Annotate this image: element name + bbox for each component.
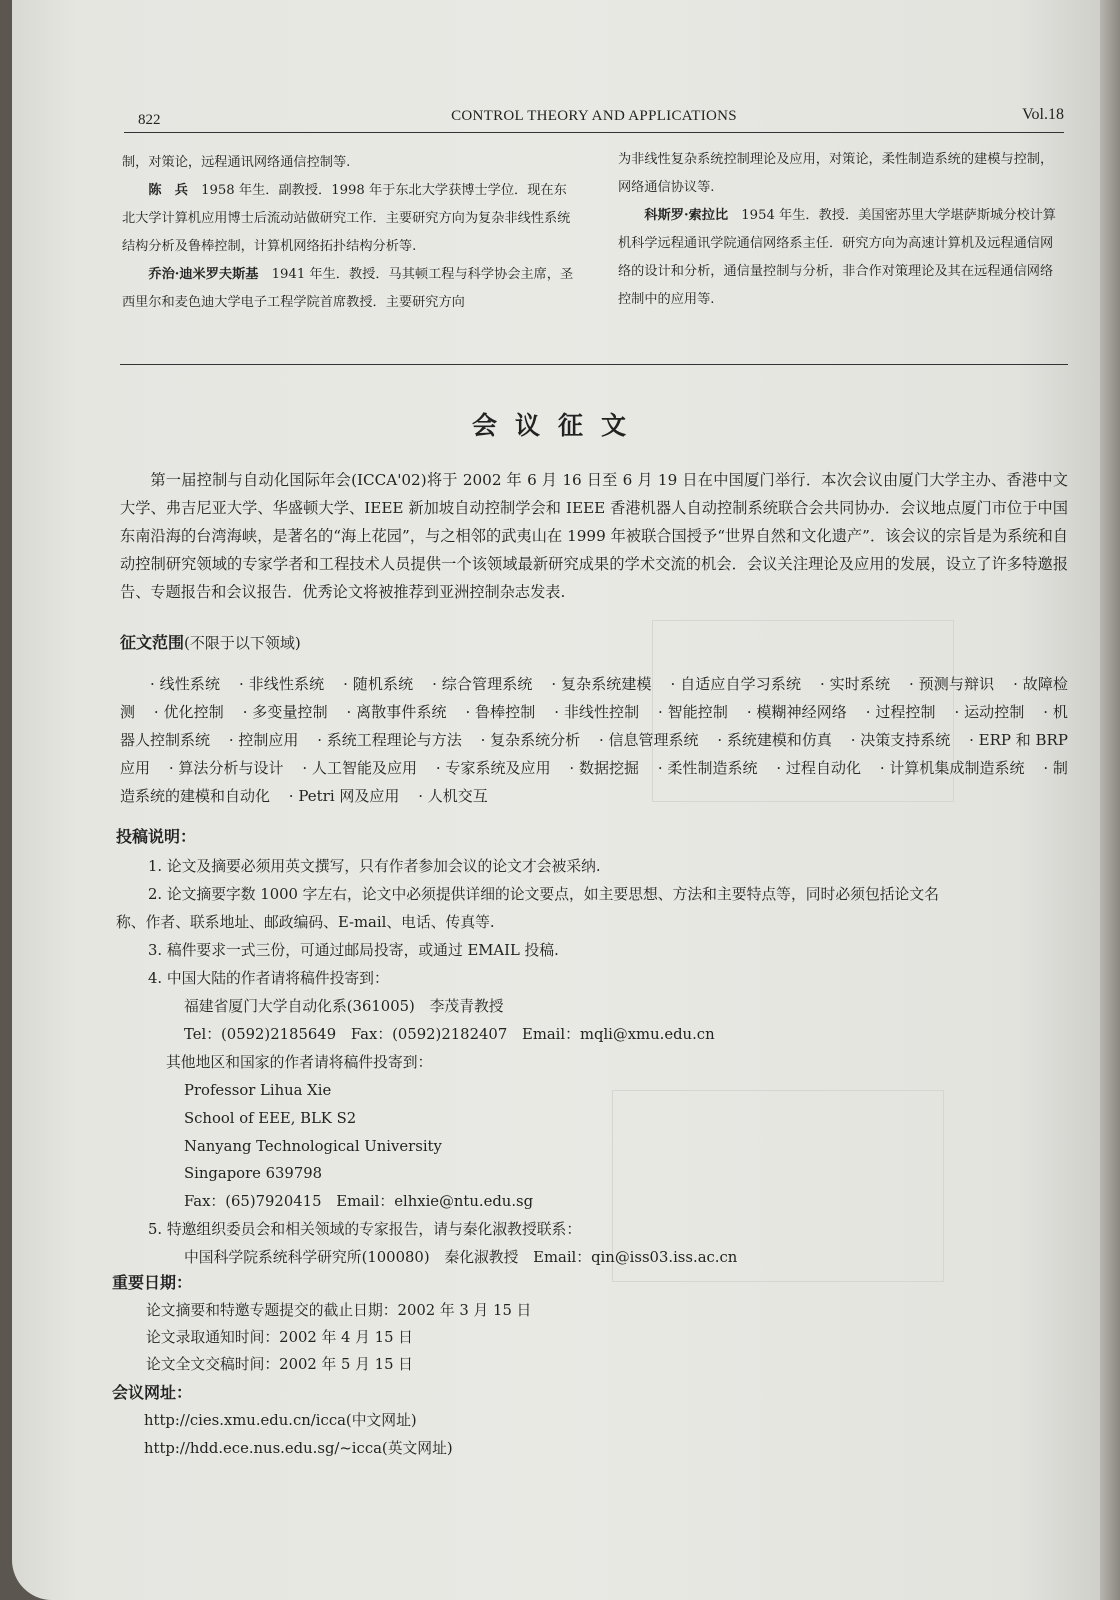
website-en: http://hdd.ece.nus.edu.sg/~icca(英文网址)	[144, 1440, 453, 1457]
overseas-country: Singapore 639798	[184, 1165, 323, 1182]
scope-topic: · 鲁棒控制	[465, 703, 536, 721]
bio-text: 1958 年生．副教授．1998 年于东北大学获博士学位．现在东北大学计算机应用博士后流动站做研究工作．主要研究方向为复杂非线性系统结构分析及鲁棒控制，计算机网络拓扑结构分析等.	[122, 183, 571, 254]
dates-title: 重要日期：	[112, 1273, 193, 1292]
scope-topic: · 人机交互	[418, 787, 488, 805]
scope-title	[120, 630, 301, 653]
bio-continuation	[618, 146, 1066, 202]
scope-topic: · 多变量控制	[242, 703, 328, 721]
bio-continuation	[122, 149, 574, 177]
submission-item-2: 2. 论文摘要字数 1000 字左右，论文中必须提供详细的论文要点，如主要思想、方法和主要特点等，同时必须包括论文名	[148, 886, 939, 903]
scope-topic: · 制造系统的建模和自动化	[120, 759, 1068, 805]
date-acceptance: 论文录取通知时间：2002 年 4 月 15 日	[146, 1329, 413, 1346]
scope-topic-list	[120, 670, 1068, 810]
scope-topic: · 柔性制造系统	[657, 759, 758, 777]
scope-topic: · Petri 网及应用	[288, 787, 400, 805]
submission-item-1: 1. 论文及摘要必须用英文撰写，只有作者参加会议的论文才会被采纳.	[148, 858, 601, 875]
website-title: 会议网址：	[112, 1383, 193, 1402]
scope-topic: · 故障检测	[120, 675, 1068, 721]
overseas-university: Nanyang Technological University	[184, 1138, 442, 1155]
journal-title: CONTROL THEORY AND APPLICATIONS	[451, 108, 737, 124]
submission-item-5: 5. 特邀组织委员会和相关领域的专家报告，请与秦化淑教授联系：	[148, 1221, 582, 1238]
bio-chen-bing	[122, 177, 574, 261]
bio-column-right	[618, 146, 1066, 314]
scope-topic: · 线性系统	[150, 675, 221, 693]
bio-name: 科斯罗·索拉比	[644, 208, 729, 223]
scope-topic: · 过程自动化	[776, 759, 862, 777]
bio-column-left	[122, 149, 574, 317]
scope-topic: · 计算机集成制造系统	[879, 759, 1025, 777]
scope-topic: · 系统工程理论与方法	[317, 731, 462, 749]
announcement-intro	[120, 466, 1068, 606]
scope-title-text: 征文范围	[120, 633, 185, 652]
scope-topic: · 优化控制	[153, 703, 224, 721]
scope-topic: · 复杂系统建模	[551, 675, 652, 693]
bio-sohraby	[618, 202, 1066, 314]
mainland-address: 福建省厦门大学自动化系(361005) 李茂青教授	[184, 998, 504, 1015]
bio-text: 制，对策论，远程通讯网络通信控制等.	[122, 155, 351, 170]
scope-topic: · 模糊神经网络	[746, 703, 847, 721]
page-edge	[1100, 0, 1120, 1600]
scope-topic: · 预测与辩识	[908, 675, 995, 693]
scope-topic: · 人工智能及应用	[302, 759, 418, 777]
overseas-school: School of EEE, BLK S2	[184, 1110, 357, 1127]
scope-topic: · 算法分析与设计	[168, 759, 284, 777]
overseas-name: Professor Lihua Xie	[184, 1082, 332, 1099]
website-cn: http://cies.xmu.edu.cn/icca(中文网址)	[144, 1412, 417, 1429]
scope-topic: · 过程控制	[865, 703, 936, 721]
page-number: 822	[138, 112, 161, 128]
date-fullpaper: 论文全文交稿时间：2002 年 5 月 15 日	[146, 1356, 413, 1373]
mainland-contact: Tel：(0592)2185649 Fax：(0592)2182407 Email：mqli@xmu.edu.cn	[184, 1026, 715, 1043]
scope-topic: · 随机系统	[343, 675, 414, 693]
scope-topic: · 综合管理系统	[432, 675, 533, 693]
scope-topic: · ERP 和 BRP 应用	[120, 731, 1068, 777]
bio-text: 1941 年生．教授．马其顿工程与科学协会主席，圣西里尔和麦色迪大学电子工程学院首席教授．主要研究方向	[122, 267, 574, 310]
scope-topic: · 专家系统及应用	[435, 759, 551, 777]
page	[12, 0, 1104, 1600]
running-head	[124, 104, 1064, 134]
scope-topic: · 机器人控制系统	[120, 703, 1068, 749]
bio-name: 陈 兵	[148, 183, 188, 198]
announcement-title: 会议征文	[471, 411, 644, 440]
intro-text: 第一届控制与自动化国际年会(ICCA'02)将于 2002 年 6 月 16 日至 6 月 19 日在中国厦门举行．本次会议由厦门大学主办、香港中文大学、弗吉尼亚大学、华盛顿大学、IEEE 新加坡自动控制学会和 IEEE 香港机器人自动控制系统联合会共同协办．会议地点厦门市位于中国东南沿海的台湾海峡，是著名的“海上花园”，与之相邻的武夷山在 1999 年被联合国授予“世界自然和文化遗产”．该会议的宗旨是为系统和自动控制研究领域的专家学者和工程技术人员提供一个该领域最新研究成果的学术交流的机会．会议关注理论及应用的发展，设立了许多特邀报告、专题报告和会议报告．优秀论文将被推荐到亚洲控制杂志发表.	[120, 471, 1068, 601]
submission-title: 投稿说明：	[116, 827, 197, 846]
scope-topic: · 信息管理系统	[598, 731, 699, 749]
submission-item-2-cont: 称、作者、联系地址、邮政编码、E-mail、电话、传真等.	[116, 914, 495, 931]
scope-topic: · 智能控制	[658, 703, 728, 721]
scope-topic: · 复杂系统分析	[480, 731, 581, 749]
submission-item-4: 4. 中国大陆的作者请将稿件投寄到：	[148, 970, 389, 987]
scope-topic: · 离散事件系统	[346, 703, 447, 721]
header-rule	[124, 132, 1064, 133]
date-abstract-deadline: 论文摘要和特邀专题提交的截止日期：2002 年 3 月 15 日	[146, 1302, 532, 1319]
scope-topic: · 自适应自学习系统	[670, 675, 802, 693]
scope-topic: · 系统建模和仿真	[717, 731, 832, 749]
scope-topic: · 决策支持系统	[850, 731, 951, 749]
scope-topic: · 非线性控制	[554, 703, 640, 721]
overseas-intro: 其他地区和国家的作者请将稿件投寄到：	[166, 1054, 433, 1071]
bio-name: 乔治·迪米罗夫斯基	[148, 267, 259, 282]
scope-topic: · 控制应用	[228, 731, 299, 749]
scope-topic: · 运动控制	[954, 703, 1025, 721]
submission-item-3: 3. 稿件要求一式三份，可通过邮局投寄，或通过 EMAIL 投稿.	[148, 942, 559, 959]
section-rule	[120, 364, 1068, 365]
bio-text: 为非线性复杂系统控制理论及应用，对策论，柔性制造系统的建模与控制，网络通信协议等.	[618, 152, 1054, 195]
invited-contact: 中国科学院系统科学研究所(100080) 秦化淑教授 Email：qin@iss03.iss.ac.cn	[184, 1249, 738, 1266]
scope-topic: · 实时系统	[819, 675, 891, 693]
scope-topic: · 数据挖掘	[569, 759, 640, 777]
volume-label: Vol.18	[1022, 106, 1064, 123]
bio-dimirovski	[122, 261, 574, 317]
overseas-contact: Fax：(65)7920415 Email：elhxie@ntu.edu.sg	[184, 1193, 534, 1210]
bio-text: 1954 年生．教授．美国密苏里大学堪萨斯城分校计算机科学远程通讯学院通信网络系主任．研究方向为高速计算机及远程通信网络的设计和分析，通信量控制与分析，非合作对策理论及其在远程通信网络控制中的应用等.	[618, 208, 1056, 307]
scope-topic: · 非线性系统	[239, 675, 325, 693]
scope-note: (不限于以下领域)	[184, 634, 301, 652]
